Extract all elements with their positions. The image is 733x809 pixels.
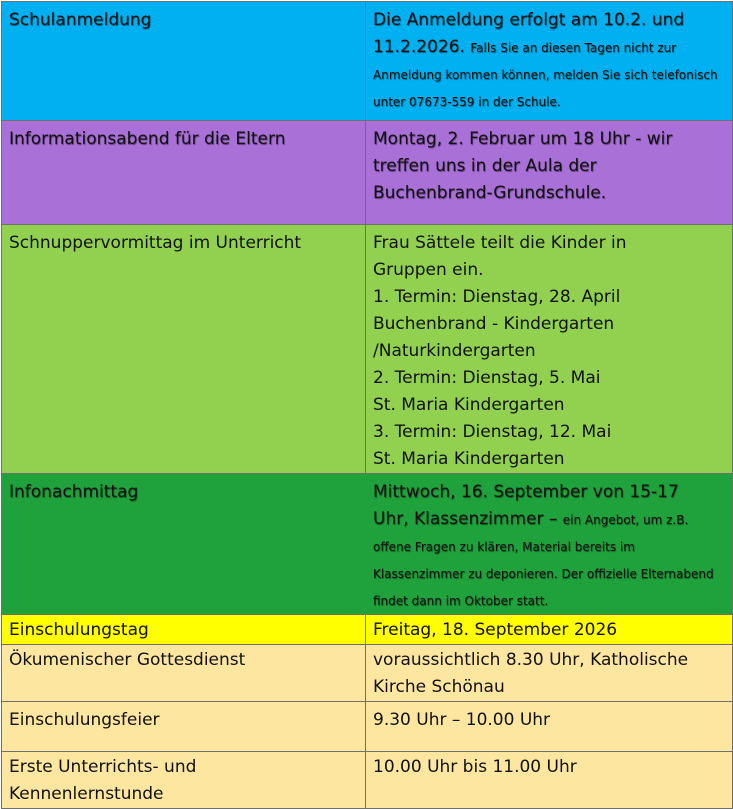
table-row-einschulungstag	[2, 615, 733, 645]
row-label: Erste Unterrichts- und	[9, 757, 197, 777]
detail-line: Die Anmeldung erfolgt am 10.2. und	[373, 10, 685, 30]
row-label-cell	[2, 2, 366, 121]
detail-line: 2. Termin: Dienstag, 5. Mai	[373, 368, 601, 388]
detail-line: 10.00 Uhr bis 11.00 Uhr	[373, 757, 577, 777]
detail-note: Falls Sie an diesen Tagen nicht zur Anmeldung kommen können, melden Sie sich telefonisch unter 07673-559 in der Schule.	[373, 41, 718, 109]
row-label-cell	[2, 121, 366, 225]
table-row-gottesdienst	[2, 645, 733, 702]
detail-line: /Naturkindergarten	[373, 341, 536, 361]
detail-line: St. Maria Kindergarten	[373, 449, 565, 469]
table-row-schnuppervormittag	[2, 225, 733, 474]
detail-line: voraussichtlich 8.30 Uhr, Katholische	[373, 650, 689, 670]
detail-note: ein Angebot, um z.B. offene Fragen zu klären, Material bereits im Klassenzimmer zu deponieren. Der offizielle Elternabend findet dann im Oktober statt.	[373, 513, 714, 608]
detail-line: Freitag, 18. September 2026	[373, 620, 618, 640]
row-label-cell	[2, 645, 366, 702]
row-label: Einschulungsfeier	[9, 710, 160, 730]
row-label: Informationsabend für die Eltern	[9, 129, 286, 149]
row-detail-cell	[366, 2, 733, 121]
row-label-cell	[2, 474, 366, 615]
detail-line: 9.30 Uhr – 10.00 Uhr	[373, 710, 551, 730]
row-label: Schulanmeldung	[9, 10, 152, 30]
table-row-informationsabend	[2, 121, 733, 225]
table-row-schulanmeldung	[2, 2, 733, 121]
row-label-cell	[2, 702, 366, 752]
row-label: Einschulungstag	[9, 620, 149, 640]
row-detail-cell	[366, 615, 733, 645]
row-label: Infonachmittag	[9, 482, 139, 502]
row-label: Kennenlernstunde	[9, 784, 164, 804]
detail-line: Kirche Schönau	[373, 677, 505, 697]
detail-line: 11.2.2026.	[373, 37, 465, 57]
schedule-table	[1, 1, 733, 809]
detail-line: 3. Termin: Dienstag, 12. Mai	[373, 422, 612, 442]
row-detail-cell	[366, 225, 733, 474]
row-detail-cell	[366, 474, 733, 615]
table-row-infonachmittag	[2, 474, 733, 615]
detail-line: Mittwoch, 16. September von 15-17	[373, 482, 679, 502]
detail-line: Buchenbrand-Grundschule.	[373, 183, 607, 203]
detail-line: St. Maria Kindergarten	[373, 395, 565, 415]
detail-line: Buchenbrand - Kindergarten	[373, 314, 615, 334]
row-label-cell	[2, 615, 366, 645]
detail-line: treffen uns in der Aula der	[373, 156, 597, 176]
detail-line: 1. Termin: Dienstag, 28. April	[373, 287, 621, 307]
row-label-cell	[2, 225, 366, 474]
table-row-einschulungsfeier	[2, 702, 733, 752]
detail-line: Uhr, Klassenzimmer –	[373, 509, 558, 529]
row-label: Ökumenischer Gottesdienst	[9, 650, 246, 670]
row-label: Schnuppervormittag im Unterricht	[9, 233, 302, 253]
row-detail-cell	[366, 645, 733, 702]
row-detail-cell	[366, 702, 733, 752]
detail-line: Montag, 2. Februar um 18 Uhr - wir	[373, 129, 673, 149]
row-detail-cell	[366, 121, 733, 225]
detail-line: Gruppen ein.	[373, 260, 484, 280]
detail-line: Frau Sättele teilt die Kinder in	[373, 233, 627, 253]
